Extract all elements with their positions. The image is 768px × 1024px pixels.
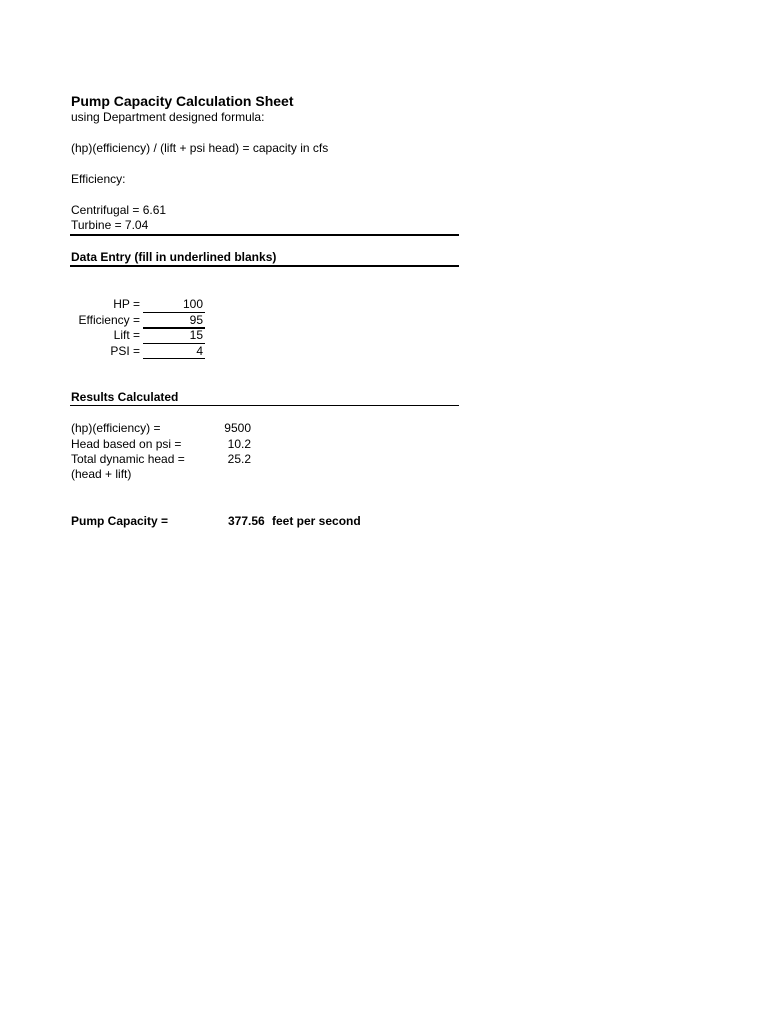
- data-entry-heading: Data Entry (fill in underlined blanks): [71, 250, 277, 264]
- hp-label: HP =: [113, 297, 140, 311]
- pump-capacity-unit: feet per second: [272, 514, 361, 528]
- head-lift-note: (head + lift): [71, 467, 132, 481]
- pump-capacity-value: 377.56: [228, 514, 265, 528]
- hp-efficiency-value: 9500: [224, 421, 251, 435]
- psi-label: PSI =: [110, 344, 140, 358]
- hp-efficiency-label: (hp)(efficiency) =: [71, 421, 161, 435]
- turbine-value: Turbine = 7.04: [71, 218, 149, 232]
- head-psi-label: Head based on psi =: [71, 437, 182, 451]
- lift-label: Lift =: [113, 328, 140, 342]
- formula-text: (hp)(efficiency) / (lift + psi head) = capacity in cfs: [71, 141, 329, 155]
- section-divider: [70, 405, 459, 406]
- subtitle: using Department designed formula:: [71, 110, 265, 124]
- centrifugal-value: Centrifugal = 6.61: [71, 203, 167, 217]
- pump-capacity-label: Pump Capacity =: [71, 514, 169, 528]
- lift-input[interactable]: 15: [189, 328, 203, 342]
- input-underline: [143, 358, 205, 359]
- efficiency-label: Efficiency:: [71, 172, 126, 186]
- section-divider: [70, 265, 459, 267]
- total-head-value: 25.2: [227, 452, 251, 466]
- efficiency-field-label: Efficiency =: [78, 313, 140, 327]
- total-head-label: Total dynamic head =: [71, 452, 185, 466]
- results-heading: Results Calculated: [71, 390, 179, 404]
- page-title: Pump Capacity Calculation Sheet: [71, 93, 294, 109]
- psi-input[interactable]: 4: [196, 344, 203, 358]
- efficiency-input[interactable]: 95: [189, 313, 203, 327]
- hp-input[interactable]: 100: [182, 297, 203, 311]
- section-divider: [70, 234, 459, 236]
- head-psi-value: 10.2: [227, 437, 251, 451]
